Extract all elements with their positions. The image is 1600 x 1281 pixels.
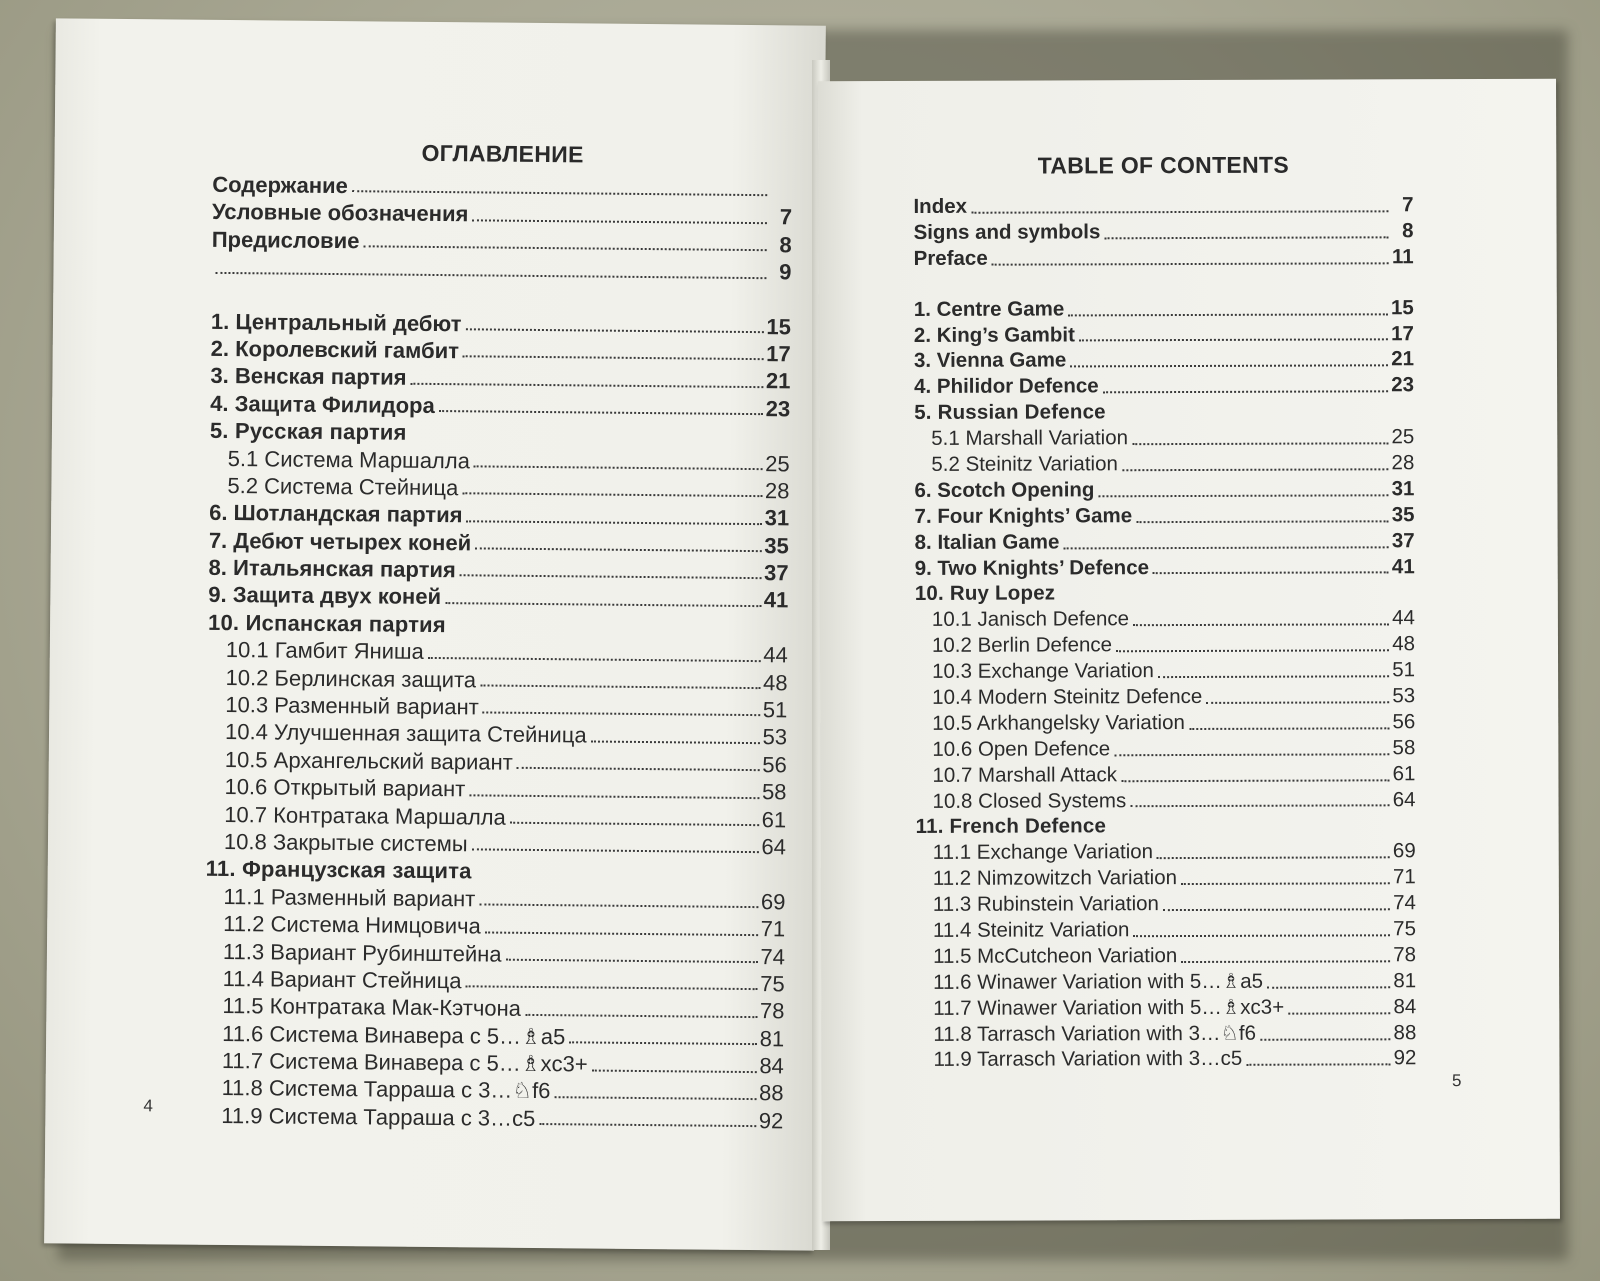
- dot-leader: [517, 761, 760, 771]
- toc-subentry: [916, 1046, 1416, 1074]
- entries-en: [914, 295, 1417, 1073]
- entry-page-number: 58: [1392, 736, 1416, 760]
- dot-leader: [472, 843, 759, 854]
- entry-page-number: 64: [761, 834, 787, 860]
- entry-label: 10.6 Открытый вариант: [224, 774, 466, 802]
- entry-label: 8. Итальянская партия: [208, 554, 456, 583]
- entry-label: 1. Centre Game: [913, 297, 1065, 321]
- entry-label: 9. Two Knights’ Defence: [914, 555, 1150, 580]
- entry-label: 10.1 Гамбит Яниша: [225, 637, 424, 665]
- dot-leader: [445, 596, 761, 607]
- toc-entry: [914, 502, 1414, 530]
- entry-label: 2. King’s Gambit: [913, 322, 1075, 347]
- dot-leader: [1157, 851, 1390, 860]
- dot-leader: [1104, 230, 1388, 239]
- entry-page-number: 21: [765, 368, 791, 394]
- entry-page-number: 61: [761, 806, 787, 832]
- dot-leader: [525, 1008, 757, 1018]
- dot-leader: [215, 265, 766, 278]
- entry-label: 11.8 Tarrasch Variation with 3…♘f6: [933, 1021, 1257, 1046]
- entry-page-number: 41: [763, 587, 789, 613]
- entry-page-number: 58: [761, 779, 787, 805]
- dot-leader: [465, 980, 757, 991]
- dot-leader: [1133, 618, 1389, 627]
- entry-label: 11.4 Вариант Стейница: [222, 965, 462, 994]
- english-toc: [913, 151, 1416, 1073]
- entry-page-number: 81: [1393, 969, 1417, 993]
- front-matter-entry: [913, 192, 1413, 220]
- toc-subentry: [916, 916, 1416, 944]
- dot-leader: [1121, 773, 1390, 782]
- russian-toc: [203, 138, 792, 1135]
- entry-label: Условные обозначения: [211, 199, 469, 227]
- entry-label: 10.2 Berlin Defence: [931, 633, 1113, 658]
- dot-leader: [1181, 954, 1390, 963]
- toc-title-ru: ОГЛАВЛЕНИЕ: [421, 139, 584, 168]
- entry-page-number: 84: [759, 1053, 784, 1079]
- entry-label: 2. Королевский гамбит: [210, 335, 460, 364]
- entry-label: 10.7 Marshall Attack: [932, 762, 1118, 787]
- entry-page-number: 35: [1391, 502, 1415, 527]
- toc-subentry: [915, 657, 1415, 685]
- toc-subentry: [915, 631, 1415, 659]
- entry-page-number: 71: [1392, 865, 1416, 889]
- entry-label: 11.9 Система Тарраша с 3…c5: [221, 1102, 536, 1131]
- spacer: [914, 270, 1414, 297]
- dot-leader: [1070, 359, 1388, 368]
- dot-leader: [1136, 514, 1389, 523]
- entry-label: 5.2 Система Стейница: [227, 472, 459, 501]
- entry-label: 8. Italian Game: [914, 530, 1060, 554]
- entry-page-number: 92: [758, 1108, 784, 1134]
- dot-leader: [971, 204, 1388, 213]
- dot-leader: [539, 1117, 756, 1127]
- entry-label: Signs and symbols: [913, 220, 1101, 244]
- front-matter-entry: [212, 226, 792, 259]
- entry-page-number: 53: [762, 724, 788, 750]
- entry-label: 3. Vienna Game: [913, 348, 1067, 373]
- entry-page-number: 17: [1391, 321, 1414, 345]
- dot-leader: [479, 898, 758, 909]
- dot-leader: [439, 404, 763, 415]
- dot-leader: [1098, 488, 1388, 497]
- entry-label: 11.2 Nimzowitzch Variation: [932, 866, 1178, 891]
- entry-label: 4. Защита Филидора: [210, 390, 435, 418]
- entry-page-number: 75: [1393, 917, 1417, 941]
- entry-label: 11.6 Система Винавера с 5…♗a5: [222, 1020, 566, 1049]
- entry-page-number: 56: [1392, 710, 1416, 734]
- dot-leader: [1103, 385, 1389, 394]
- toc-subentry: [916, 839, 1416, 867]
- dot-leader: [472, 213, 767, 224]
- toc-entry: [914, 321, 1414, 349]
- toc-entry: [916, 813, 1416, 841]
- front-matter-en: [913, 192, 1413, 271]
- entry-page-number: 41: [1391, 554, 1415, 578]
- dot-leader: [554, 1090, 756, 1100]
- toc-subentry: [915, 709, 1415, 737]
- entry-label: 11.7 Winawer Variation with 5…♗xc3+: [933, 995, 1285, 1020]
- entry-page-number: 25: [1391, 425, 1415, 449]
- toc-subentry: [915, 761, 1415, 789]
- dot-leader: [1132, 436, 1388, 445]
- dot-leader: [1267, 980, 1390, 988]
- entry-label: 5.2 Steinitz Variation: [931, 452, 1118, 476]
- entry-label: 6. Scotch Opening: [914, 478, 1095, 502]
- toc-subentry: [915, 683, 1415, 711]
- entry-page-number: 31: [1391, 477, 1415, 501]
- toc-entry: [914, 295, 1414, 323]
- entry-page-number: 7: [779, 204, 793, 230]
- dot-leader: [1133, 928, 1390, 937]
- page-number-right: 5: [1452, 1071, 1462, 1091]
- dot-leader: [592, 1063, 757, 1073]
- entry-label: Preface: [913, 246, 988, 270]
- entry-label: 10.2 Берлинская защита: [225, 664, 477, 693]
- front-matter-ru: [211, 171, 792, 286]
- dot-leader: [1063, 540, 1389, 549]
- toc-subentry: [916, 968, 1416, 996]
- toc-entry: [915, 528, 1415, 556]
- toc-subentry: [915, 735, 1415, 763]
- entry-label: 5.1 Система Маршалла: [227, 445, 471, 473]
- dot-leader: [1189, 721, 1390, 730]
- dot-leader: [1068, 307, 1388, 316]
- dot-leader: [1158, 669, 1389, 678]
- dot-leader: [474, 459, 762, 470]
- dot-leader: [460, 569, 761, 580]
- dot-leader: [411, 376, 763, 387]
- entry-label: 11.1 Разменный вариант: [223, 883, 476, 912]
- entry-label: 11. Французская защита: [205, 856, 472, 884]
- entry-page-number: 71: [760, 916, 786, 942]
- entry-page-number: 64: [1392, 787, 1416, 811]
- entry-page-number: 92: [1393, 1046, 1417, 1070]
- entry-label: 11.7 Система Винавера с 5…♗xc3+: [221, 1048, 588, 1077]
- dot-leader: [466, 514, 761, 525]
- entry-page-number: 7: [1402, 193, 1414, 217]
- toc-title-en: TABLE OF CONTENTS: [1037, 151, 1289, 179]
- entry-label: 10.8 Закрытые системы: [223, 828, 468, 857]
- toc-subentry: [914, 450, 1414, 478]
- toc-entry: [915, 554, 1415, 582]
- dot-leader: [1114, 747, 1389, 756]
- entry-label: 11.6 Winawer Variation with 5…♗a5: [933, 969, 1264, 994]
- entry-page-number: 28: [1391, 451, 1415, 475]
- entry-page-number: 35: [764, 532, 789, 559]
- dot-leader: [569, 1035, 756, 1045]
- dot-leader: [591, 734, 760, 744]
- dot-leader: [1116, 643, 1389, 652]
- entry-label: 11.1 Exchange Variation: [932, 840, 1154, 865]
- entry-label: 11. French Defence: [915, 814, 1107, 839]
- entry-label: 10.4 Улучшенная защита Стейница: [224, 719, 587, 748]
- dot-leader: [1260, 1032, 1391, 1040]
- toc-entry: [914, 373, 1414, 401]
- entry-label: 10.4 Modern Steinitz Defence: [932, 684, 1203, 709]
- entry-page-number: 53: [1392, 684, 1416, 708]
- dot-leader: [352, 185, 768, 197]
- entry-page-number: 69: [1392, 839, 1416, 863]
- entry-label: 1. Центральный дебют: [210, 308, 462, 336]
- entry-page-number: 51: [762, 697, 788, 723]
- entry-label: 10.7 Контратака Маршалла: [224, 801, 506, 830]
- toc-subentry: [915, 606, 1415, 634]
- dot-leader: [480, 678, 760, 689]
- entry-label: 10.3 Exchange Variation: [932, 659, 1154, 684]
- entry-label: 5.1 Marshall Variation: [931, 426, 1129, 451]
- dot-leader: [506, 953, 758, 963]
- entry-page-number: 11: [1391, 244, 1414, 269]
- entry-label: 6. Шотландская партия: [209, 500, 463, 528]
- entry-page-number: 31: [764, 505, 790, 531]
- dot-leader: [1079, 333, 1388, 342]
- entry-label: 9. Защита двух коней: [208, 582, 442, 610]
- entry-label: 11.2 Система Нимцовича: [223, 911, 481, 939]
- entry-page-number: 56: [762, 751, 787, 778]
- entry-page-number: 8: [779, 232, 792, 258]
- entry-label: Index: [913, 194, 968, 218]
- dot-leader: [1122, 462, 1389, 471]
- entry-label: 7. Four Knights’ Game: [914, 503, 1133, 528]
- entry-label: 11.4 Steinitz Variation: [932, 918, 1130, 942]
- entry-label: 5. Russian Defence: [914, 400, 1106, 425]
- entry-page-number: 78: [1393, 943, 1417, 967]
- right-page: [818, 79, 1560, 1222]
- toc-subentry: [916, 942, 1416, 970]
- entry-page-number: 81: [759, 1025, 785, 1052]
- toc-subentry: [203, 1102, 783, 1135]
- entry-page-number: 74: [760, 943, 786, 969]
- toc-subentry: [916, 890, 1416, 918]
- entry-label: 11.5 Контратака Мак-Кэтчона: [222, 993, 522, 1022]
- toc-subentry: [916, 864, 1416, 892]
- dot-leader: [475, 541, 761, 552]
- toc-subentry: [916, 994, 1416, 1022]
- dot-leader: [463, 350, 763, 361]
- entry-label: 10. Ruy Lopez: [914, 581, 1056, 606]
- toc-subentry: [914, 424, 1414, 452]
- entry-page-number: 51: [1392, 658, 1416, 682]
- dot-leader: [465, 322, 763, 333]
- entries-ru: [203, 307, 791, 1134]
- dot-leader: [1206, 695, 1389, 704]
- front-matter-entry: [914, 244, 1414, 272]
- entry-label: Содержание: [212, 171, 348, 199]
- toc-entry: [914, 476, 1414, 504]
- entry-page-number: 21: [1391, 347, 1415, 371]
- entry-page-number: 44: [763, 642, 788, 668]
- entry-label: 11.9 Tarrasch Variation with 3…c5: [933, 1047, 1243, 1072]
- dot-leader: [1181, 876, 1390, 885]
- entry-label: 10. Испанская партия: [207, 609, 447, 637]
- entry-label: 10.3 Разменный вариант: [225, 692, 479, 720]
- dot-leader: [992, 256, 1389, 265]
- dot-leader: [469, 788, 759, 799]
- dot-leader: [1288, 1006, 1390, 1014]
- toc-subentry: [915, 787, 1415, 815]
- entry-page-number: 61: [1392, 761, 1416, 785]
- entry-label: 11.3 Вариант Рубинштейна: [222, 938, 502, 967]
- toc-entry: [914, 398, 1414, 426]
- dot-leader: [363, 239, 766, 251]
- entry-page-number: 74: [1393, 891, 1416, 915]
- entry-label: 10.8 Closed Systems: [932, 788, 1127, 813]
- toc-subentry: [916, 1020, 1416, 1048]
- entry-page-number: 44: [1392, 606, 1415, 630]
- entry-label: 7. Дебют четырех коней: [208, 527, 472, 556]
- entry-label: 11.5 McCutcheon Variation: [933, 943, 1178, 968]
- page-number-left: 4: [143, 1096, 154, 1116]
- entry-page-number: 48: [1392, 632, 1416, 656]
- entry-label: 10.1 Janisch Defence: [931, 607, 1130, 632]
- entry-page-number: 23: [765, 395, 791, 422]
- entry-page-number: 9: [779, 259, 792, 285]
- entry-page-number: 69: [760, 888, 786, 915]
- entry-page-number: 8: [1402, 219, 1414, 243]
- entry-label: 10.5 Архангельский вариант: [224, 746, 513, 775]
- entry-page-number: 17: [766, 341, 791, 367]
- dot-leader: [485, 925, 758, 936]
- dot-leader: [462, 487, 762, 498]
- entry-label: 4. Philidor Defence: [914, 374, 1099, 399]
- entry-label: Предисловие: [211, 226, 360, 254]
- left-page: [44, 18, 826, 1250]
- entry-page-number: 25: [765, 450, 790, 476]
- entry-label: 10.6 Open Defence: [932, 737, 1111, 761]
- dot-leader: [1130, 799, 1390, 808]
- entry-page-number: 23: [1391, 373, 1415, 397]
- entry-label: 5. Русская партия: [209, 417, 407, 445]
- front-matter-entry: [913, 218, 1413, 246]
- entry-page-number: 84: [1393, 994, 1417, 1018]
- entry-page-number: 28: [764, 478, 790, 504]
- entry-page-number: 88: [1393, 1020, 1417, 1044]
- entry-label: 11.8 Система Тарраша с 3…♘f6: [221, 1075, 551, 1104]
- entry-page-number: 37: [1391, 528, 1415, 552]
- entry-page-number: 15: [1390, 295, 1414, 319]
- dot-leader: [428, 651, 761, 662]
- dot-leader: [1246, 1058, 1390, 1067]
- dot-leader: [1153, 566, 1389, 575]
- entry-page-number: 37: [764, 560, 789, 586]
- dot-leader: [510, 816, 759, 826]
- entry-label: 11.3 Rubinstein Variation: [932, 892, 1159, 917]
- entry-label: 3. Венская партия: [210, 363, 407, 391]
- toc-entry: [915, 580, 1415, 608]
- entry-page-number: 48: [762, 669, 788, 696]
- entry-page-number: 15: [766, 313, 792, 339]
- entry-page-number: 88: [759, 1080, 784, 1106]
- dot-leader: [1163, 902, 1390, 911]
- entry-label: 10.5 Arkhangelsky Variation: [932, 710, 1185, 735]
- toc-entry: [914, 347, 1414, 375]
- entry-page-number: 75: [760, 971, 785, 997]
- entry-page-number: 78: [759, 998, 785, 1024]
- dot-leader: [483, 706, 760, 717]
